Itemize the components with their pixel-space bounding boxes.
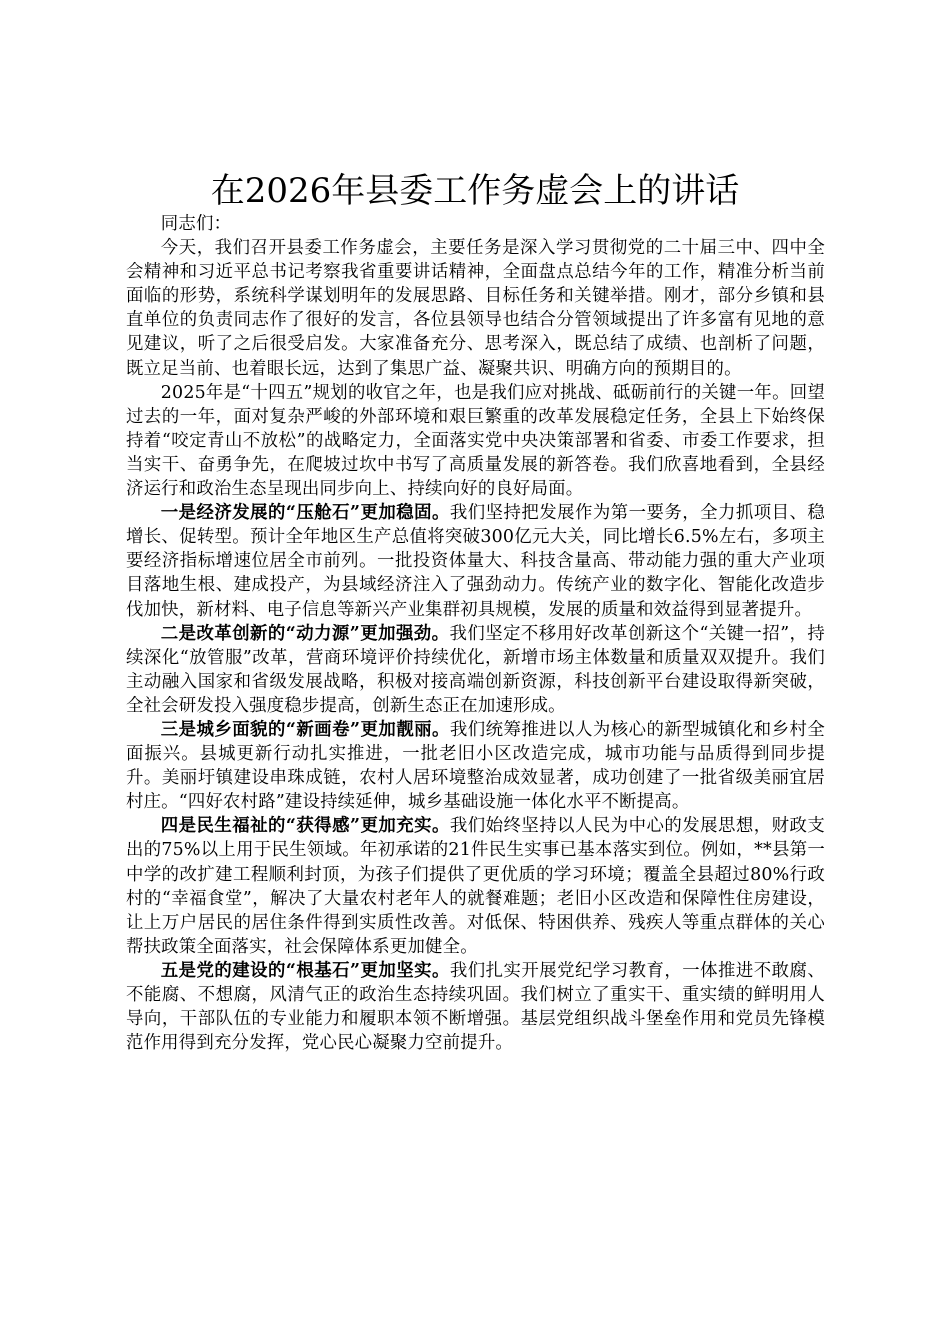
paragraph-lead: 二是改革创新的“动力源”更加强劲。: [160, 623, 450, 644]
paragraph-text: 我们坚持把发展作为第一要务，全力抓项目、稳增长、促转型。预计全年地区生产总值将突破300亿元大关，同比增长6.5%左右，多项主要经济指标增速位居全市前列。一批投资体量大、科技含量高、带动能力强的重大产业项目落地生根、建成投产，为县域经济注入了强劲动力。传统产业的数字化、智能化改造步伐加快，新材料、电子信息等新兴产业集群初具规模，发展的质量和效益得到显著提升。: [126, 503, 825, 620]
paragraph-lead: 四是民生福祉的“获得感”更加充实。: [160, 816, 450, 837]
paragraph-opening: [126, 236, 825, 381]
paragraph-lead: 五是党的建设的“根基石”更加坚实。: [160, 960, 450, 981]
paragraph-text: 我们始终坚持以人民为中心的发展思想，财政支出的75%以上用于民生领域。年初承诺的21件民生实事已基本落实到位。例如，**县第一中学的改扩建工程顺利封顶，为孩子们提供了更优质的学习环境；覆盖全县超过80%行政村的“幸福食堂”，解决了大量农村老年人的就餐难题；老旧小区改造和保障性住房建设，让上万户居民的居住条件得到实质性改善。对低保、特困供养、残疾人等重点群体的关心帮扶政策全面落实，社会保障体系更加健全。: [126, 816, 825, 957]
paragraph-text: 我们统筹推进以人为核心的新型城镇化和乡村全面振兴。县城更新行动扎实推进，一批老旧小区改造完成，城市功能与品质得到同步提升。美丽圩镇建设串珠成链，农村人居环境整治成效显著，成功创建了一批省级美丽宜居村庄。“四好农村路”建设持续延伸，城乡基础设施一体化水平不断提高。: [126, 719, 825, 813]
paragraph-text: 2025年是“十四五”规划的收官之年，也是我们应对挑战、砥砺前行的关键一年。回望过去的一年，面对复杂严峻的外部环境和艰巨繁重的改革发展稳定任务，全县上下始终保持着“咬定青山不放松”的战略定力，全面落实党中央决策部署和省委、市委工作要求，担当实干、奋勇争先，在爬坡过坎中书写了高质量发展的新答卷。我们欣喜地看到，全县经济运行和政治生态呈现出同步向上、持续向好的良好局面。: [126, 382, 825, 500]
paragraph-text: 我们坚定不移用好改革创新这个“关键一招”，持续深化“放管服”改革，营商环境评价持续优化，新增市场主体数量和质量双双提升。我们主动融入国家和省级发展战略，积极对接高端创新资源，科技创新平台建设取得新突破，全社会研发投入强度稳步提高，创新生态正在加速形成。: [126, 623, 825, 716]
paragraph-economy: [126, 501, 825, 621]
paragraph-urban-rural: [126, 718, 825, 814]
paragraph-review: [126, 381, 825, 501]
paragraph-lead: 三是城乡面貌的“新画卷”更加靓丽。: [160, 719, 450, 740]
document-title: 在2026年县委工作务虚会上的讲话: [210, 171, 740, 211]
document-body: [126, 212, 825, 1055]
paragraph-livelihood: [126, 814, 825, 959]
salutation: 同志们：: [160, 214, 232, 234]
paragraph-lead: 一是经济发展的“压舱石”更加稳固。: [160, 503, 450, 524]
paragraph-text: 我们扎实开展党纪学习教育，一体推进不敢腐、不能腐、不想腐，风清气正的政治生态持续巩固。我们树立了重实干、重实绩的鲜明用人导向，干部队伍的专业能力和履职本领不断增强。基层党组织战斗堡垒作用和党员先锋模范作用得到充分发挥，党心民心凝聚力空前提升。: [126, 960, 825, 1054]
paragraph-party-building: [126, 959, 825, 1055]
paragraph-text: 今天，我们召开县委工作务虚会，主要任务是深入学习贯彻党的二十届三中、四中全会精神和习近平总书记考察我省重要讲话精神，全面盘点总结今年的工作，精准分析当前面临的形势，系统科学谋划明年的发展思路、目标任务和关键举措。刚才，部分乡镇和县直单位的负责同志作了很好的发言，各位县领导也结合分管领域提出了许多富有见地的意见建议，听了之后很受启发。大家准备充分、思考深入，既总结了成绩、也剖析了问题，既立足当前、也着眼长远，达到了集思广益、凝聚共识、明确方向的预期目的。: [126, 238, 825, 379]
paragraph-reform: [126, 622, 825, 718]
